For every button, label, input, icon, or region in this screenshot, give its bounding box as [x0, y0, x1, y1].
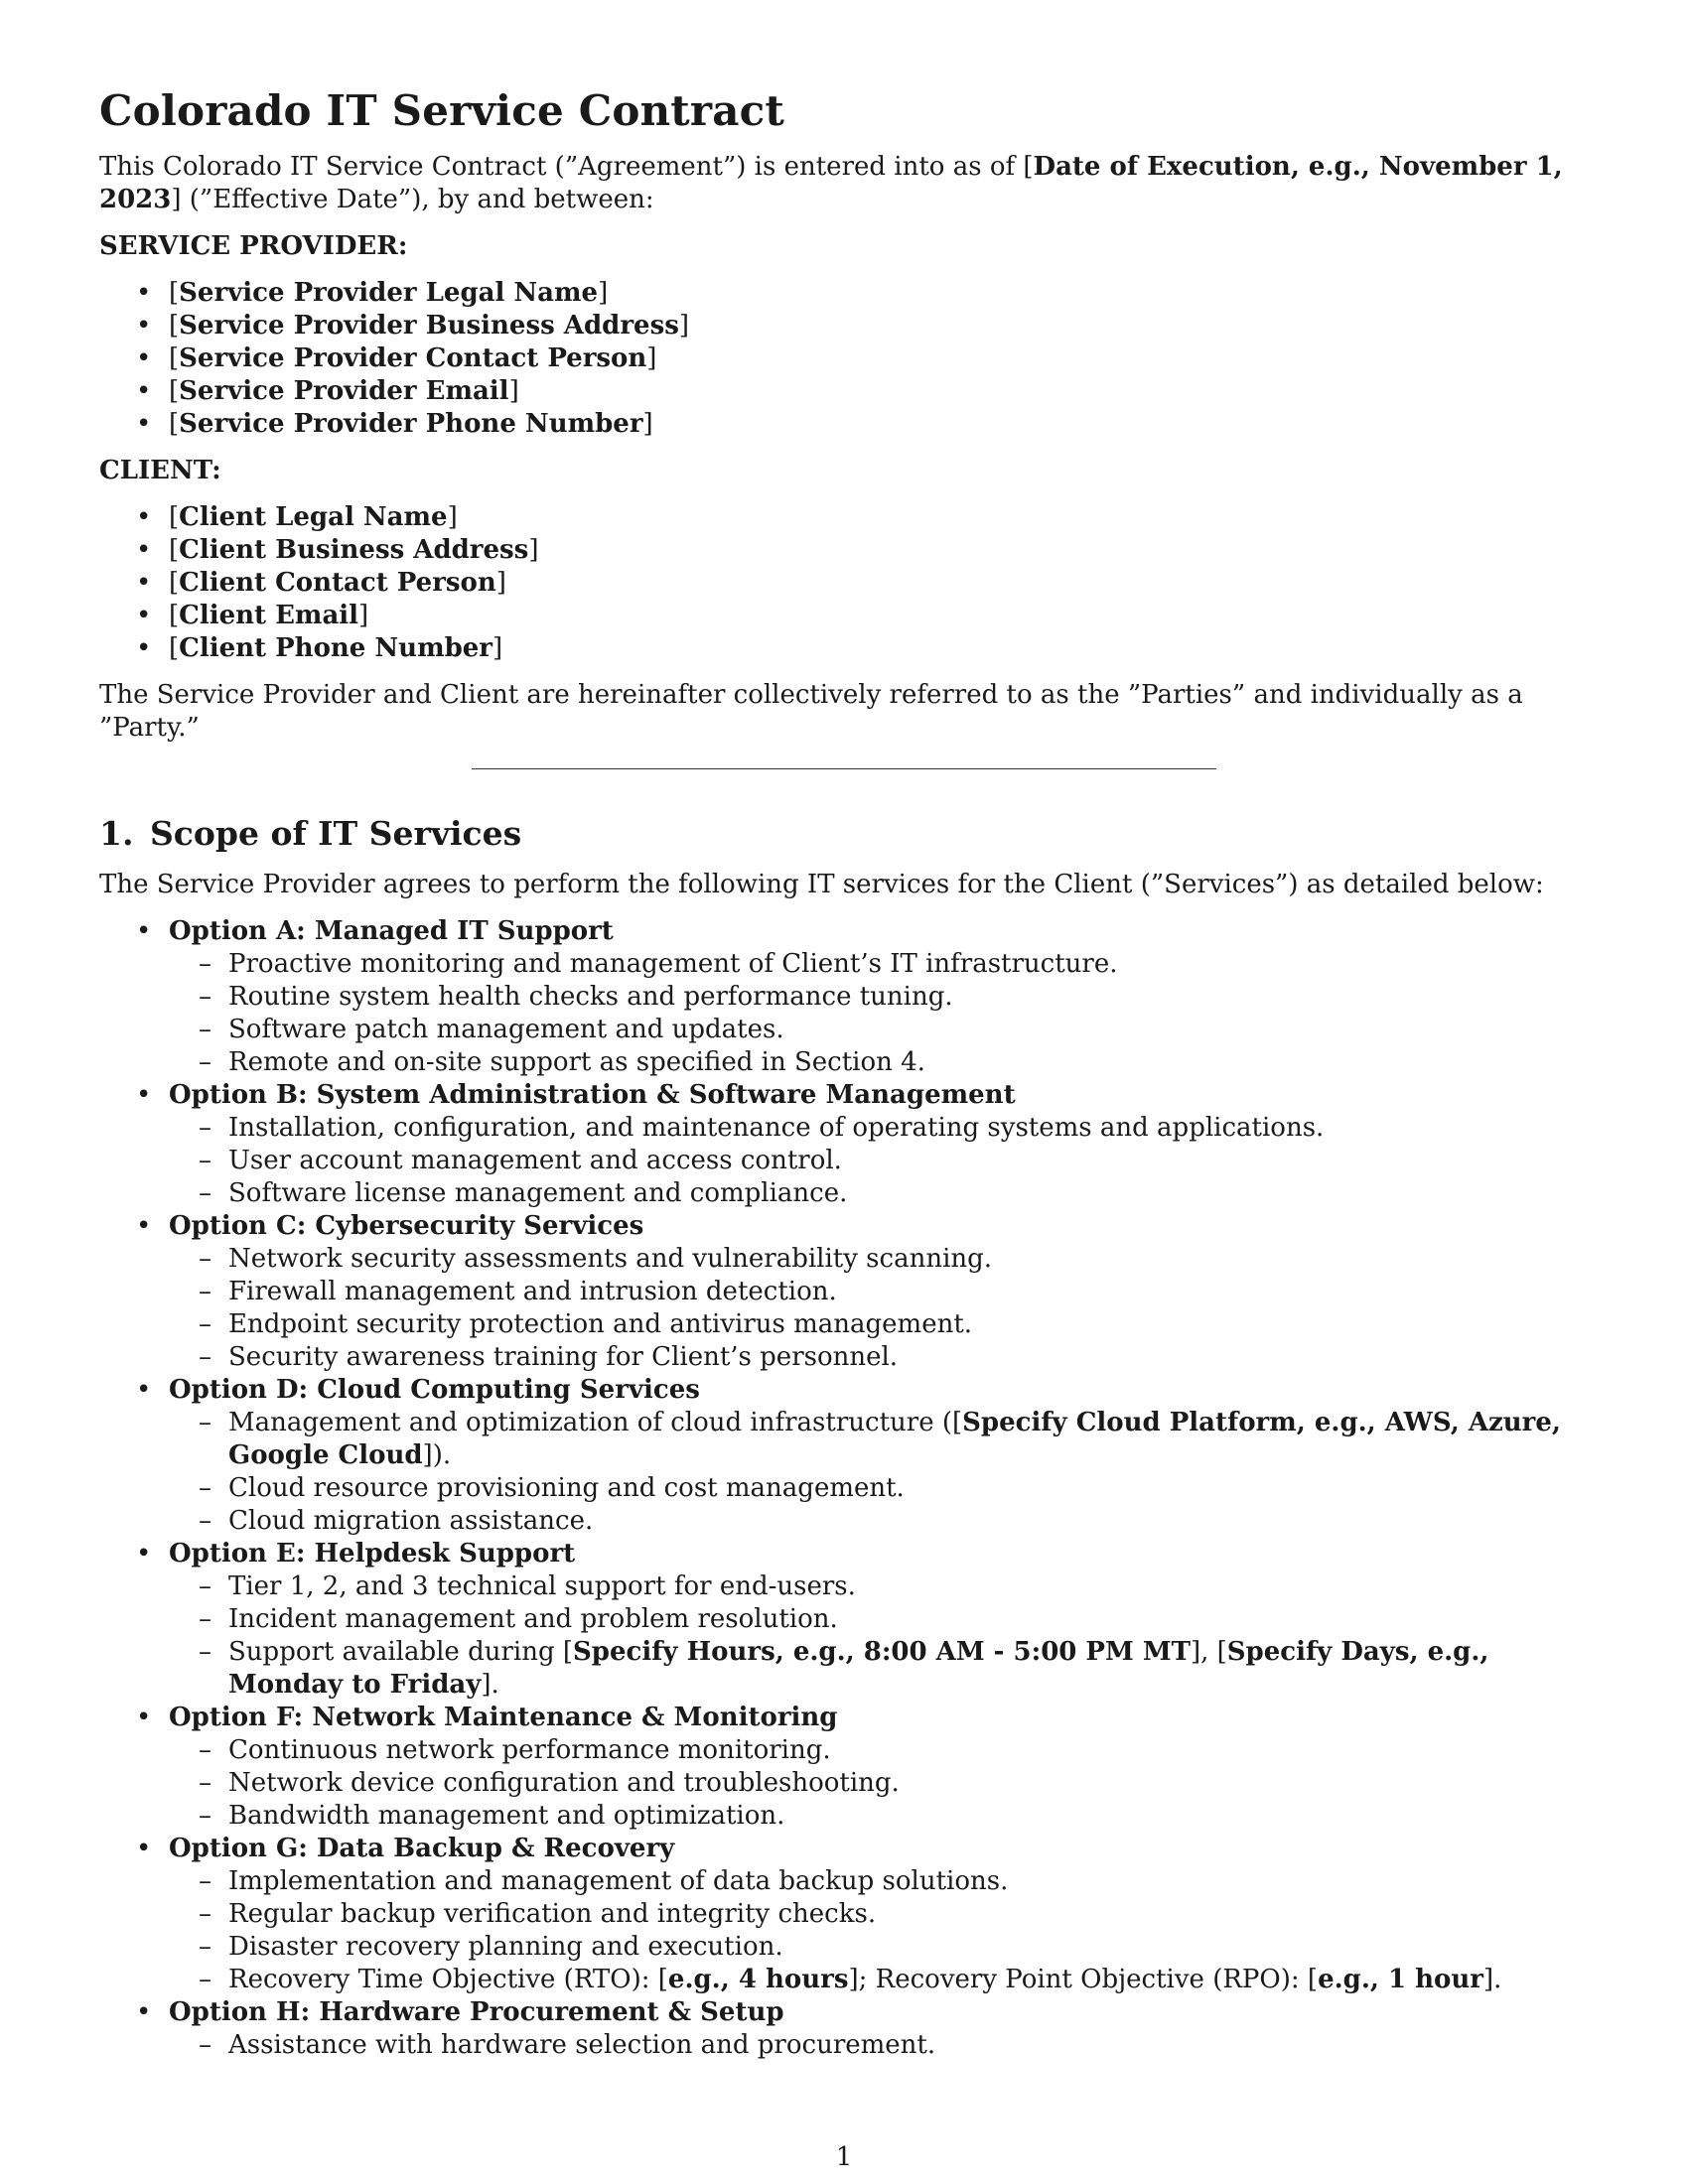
section-intro: The Service Provider agrees to perform the following IT services for the Client (”Services”) as detailed below: [99, 870, 1544, 899]
list-item: – Tier 1, 2, and 3 technical support for end-users. [169, 1570, 1589, 1603]
option-d [99, 1374, 1589, 1538]
option-title: Option D: Cloud Computing Services [169, 1375, 700, 1405]
hours-placeholder: Specify Hours, e.g., 8:00 AM - 5:00 PM MT [573, 1637, 1191, 1667]
option-h [99, 1996, 1589, 2062]
option-g [99, 1833, 1589, 1996]
list-item: – Continuous network performance monitoring. [169, 1734, 1589, 1767]
list-item: • [Client Legal Name] [99, 501, 1589, 534]
list-item: • [Client Business Address] [99, 534, 1589, 567]
section-heading: 1. Scope of IT Services [99, 814, 522, 853]
client-label: CLIENT: [99, 456, 221, 485]
option-title: Option A: Managed IT Support [169, 916, 614, 946]
list-item: – Cloud migration assistance. [169, 1505, 1589, 1538]
list-item: – Proactive monitoring and management of Client’s IT infrastructure. [169, 948, 1589, 981]
page-number: 1 [835, 2142, 853, 2172]
option-f [99, 1702, 1589, 1833]
list-item: – Installation, configuration, and maintenance of operating systems and applications. [169, 1112, 1589, 1145]
cloud-platform-placeholder: Specify Cloud Platform, e.g., AWS, Azure, Google Cloud [228, 1408, 1561, 1470]
list-item: • [Service Provider Phone Number] [99, 408, 1589, 441]
list-item: – Disaster recovery planning and execution. [169, 1931, 1589, 1964]
list-item: – Assistance with hardware selection and procurement. [169, 2029, 1589, 2062]
rto-placeholder: e.g., 4 hours [667, 1965, 849, 1994]
date-placeholder: Date of Execution, e.g., November 1, 2023 [99, 152, 1563, 214]
client-list [99, 501, 1589, 665]
list-item: – Cloud resource provisioning and cost management. [169, 1472, 1589, 1505]
list-item: – Support available during [Specify Hours, e.g., 8:00 AM - 5:00 PM MT], [Specify Days, e.g., Monday to Friday]. [169, 1636, 1589, 1702]
intro-paragraph: This Colorado IT Service Contract (”Agreement”) is entered into as of [Date of Execution, e.g., November 1, 2023] (”Effective Date”), by and between: [99, 152, 1563, 214]
option-title: Option B: System Administration & Software Management [169, 1080, 1016, 1110]
service-options-list [99, 915, 1589, 2062]
list-item: • [Client Phone Number] [99, 632, 1589, 665]
list-item: – Software patch management and updates. [169, 1014, 1589, 1046]
list-item: – Bandwidth management and optimization. [169, 1800, 1589, 1833]
document-title: Colorado IT Service Contract [99, 86, 785, 135]
list-item: • [Service Provider Business Address] [99, 310, 1589, 342]
option-title: Option E: Helpdesk Support [169, 1539, 576, 1569]
list-item: – Network security assessments and vulnerability scanning. [169, 1243, 1589, 1276]
list-item: – Incident management and problem resolution. [169, 1603, 1589, 1636]
document-page [99, 85, 1589, 2062]
option-a [99, 915, 1589, 1079]
list-item: – Implementation and management of data backup solutions. [169, 1865, 1589, 1898]
days-placeholder: Specify Days, e.g., Monday to Friday [228, 1637, 1489, 1700]
service-provider-list [99, 277, 1589, 441]
list-item: • [Client Contact Person] [99, 567, 1589, 600]
list-item: – Routine system health checks and performance tuning. [169, 981, 1589, 1014]
list-item: – Recovery Time Objective (RTO): [e.g., 4 hours]; Recovery Point Objective (RPO): [e.g., 1 hour]. [169, 1964, 1589, 1996]
rpo-placeholder: e.g., 1 hour [1318, 1965, 1483, 1994]
list-item: – Security awareness training for Client’s personnel. [169, 1341, 1589, 1374]
option-title: Option H: Hardware Procurement & Setup [169, 1997, 784, 2027]
list-item: • [Service Provider Email] [99, 375, 1589, 408]
option-title: Option G: Data Backup & Recovery [169, 1834, 675, 1863]
list-item: • [Client Email] [99, 600, 1589, 632]
section-divider [472, 768, 1216, 769]
option-c [99, 1210, 1589, 1374]
parties-paragraph: The Service Provider and Client are hereinafter collectively referred to as the ”Parties” and individually as a ”Party.” [99, 680, 1523, 743]
list-item: • [Service Provider Contact Person] [99, 342, 1589, 375]
list-item: – Remote and on-site support as specified in Section 4. [169, 1046, 1589, 1079]
list-item: – Regular backup verification and integrity checks. [169, 1898, 1589, 1931]
list-item: – Network device configuration and troubleshooting. [169, 1767, 1589, 1800]
list-item: – Firewall management and intrusion detection. [169, 1276, 1589, 1308]
list-item: • [Service Provider Legal Name] [99, 277, 1589, 310]
list-item: – Endpoint security protection and antivirus management. [169, 1308, 1589, 1341]
option-title: Option F: Network Maintenance & Monitoring [169, 1703, 838, 1732]
option-b [99, 1079, 1589, 1210]
option-e [99, 1538, 1589, 1702]
list-item: – User account management and access control. [169, 1145, 1589, 1177]
option-title: Option C: Cybersecurity Services [169, 1211, 644, 1241]
service-provider-label: SERVICE PROVIDER: [99, 231, 408, 261]
list-item: – Software license management and compliance. [169, 1177, 1589, 1210]
list-item: – Management and optimization of cloud infrastructure ([Specify Cloud Platform, e.g., AWS, Azure, Google Cloud]). [169, 1407, 1589, 1472]
